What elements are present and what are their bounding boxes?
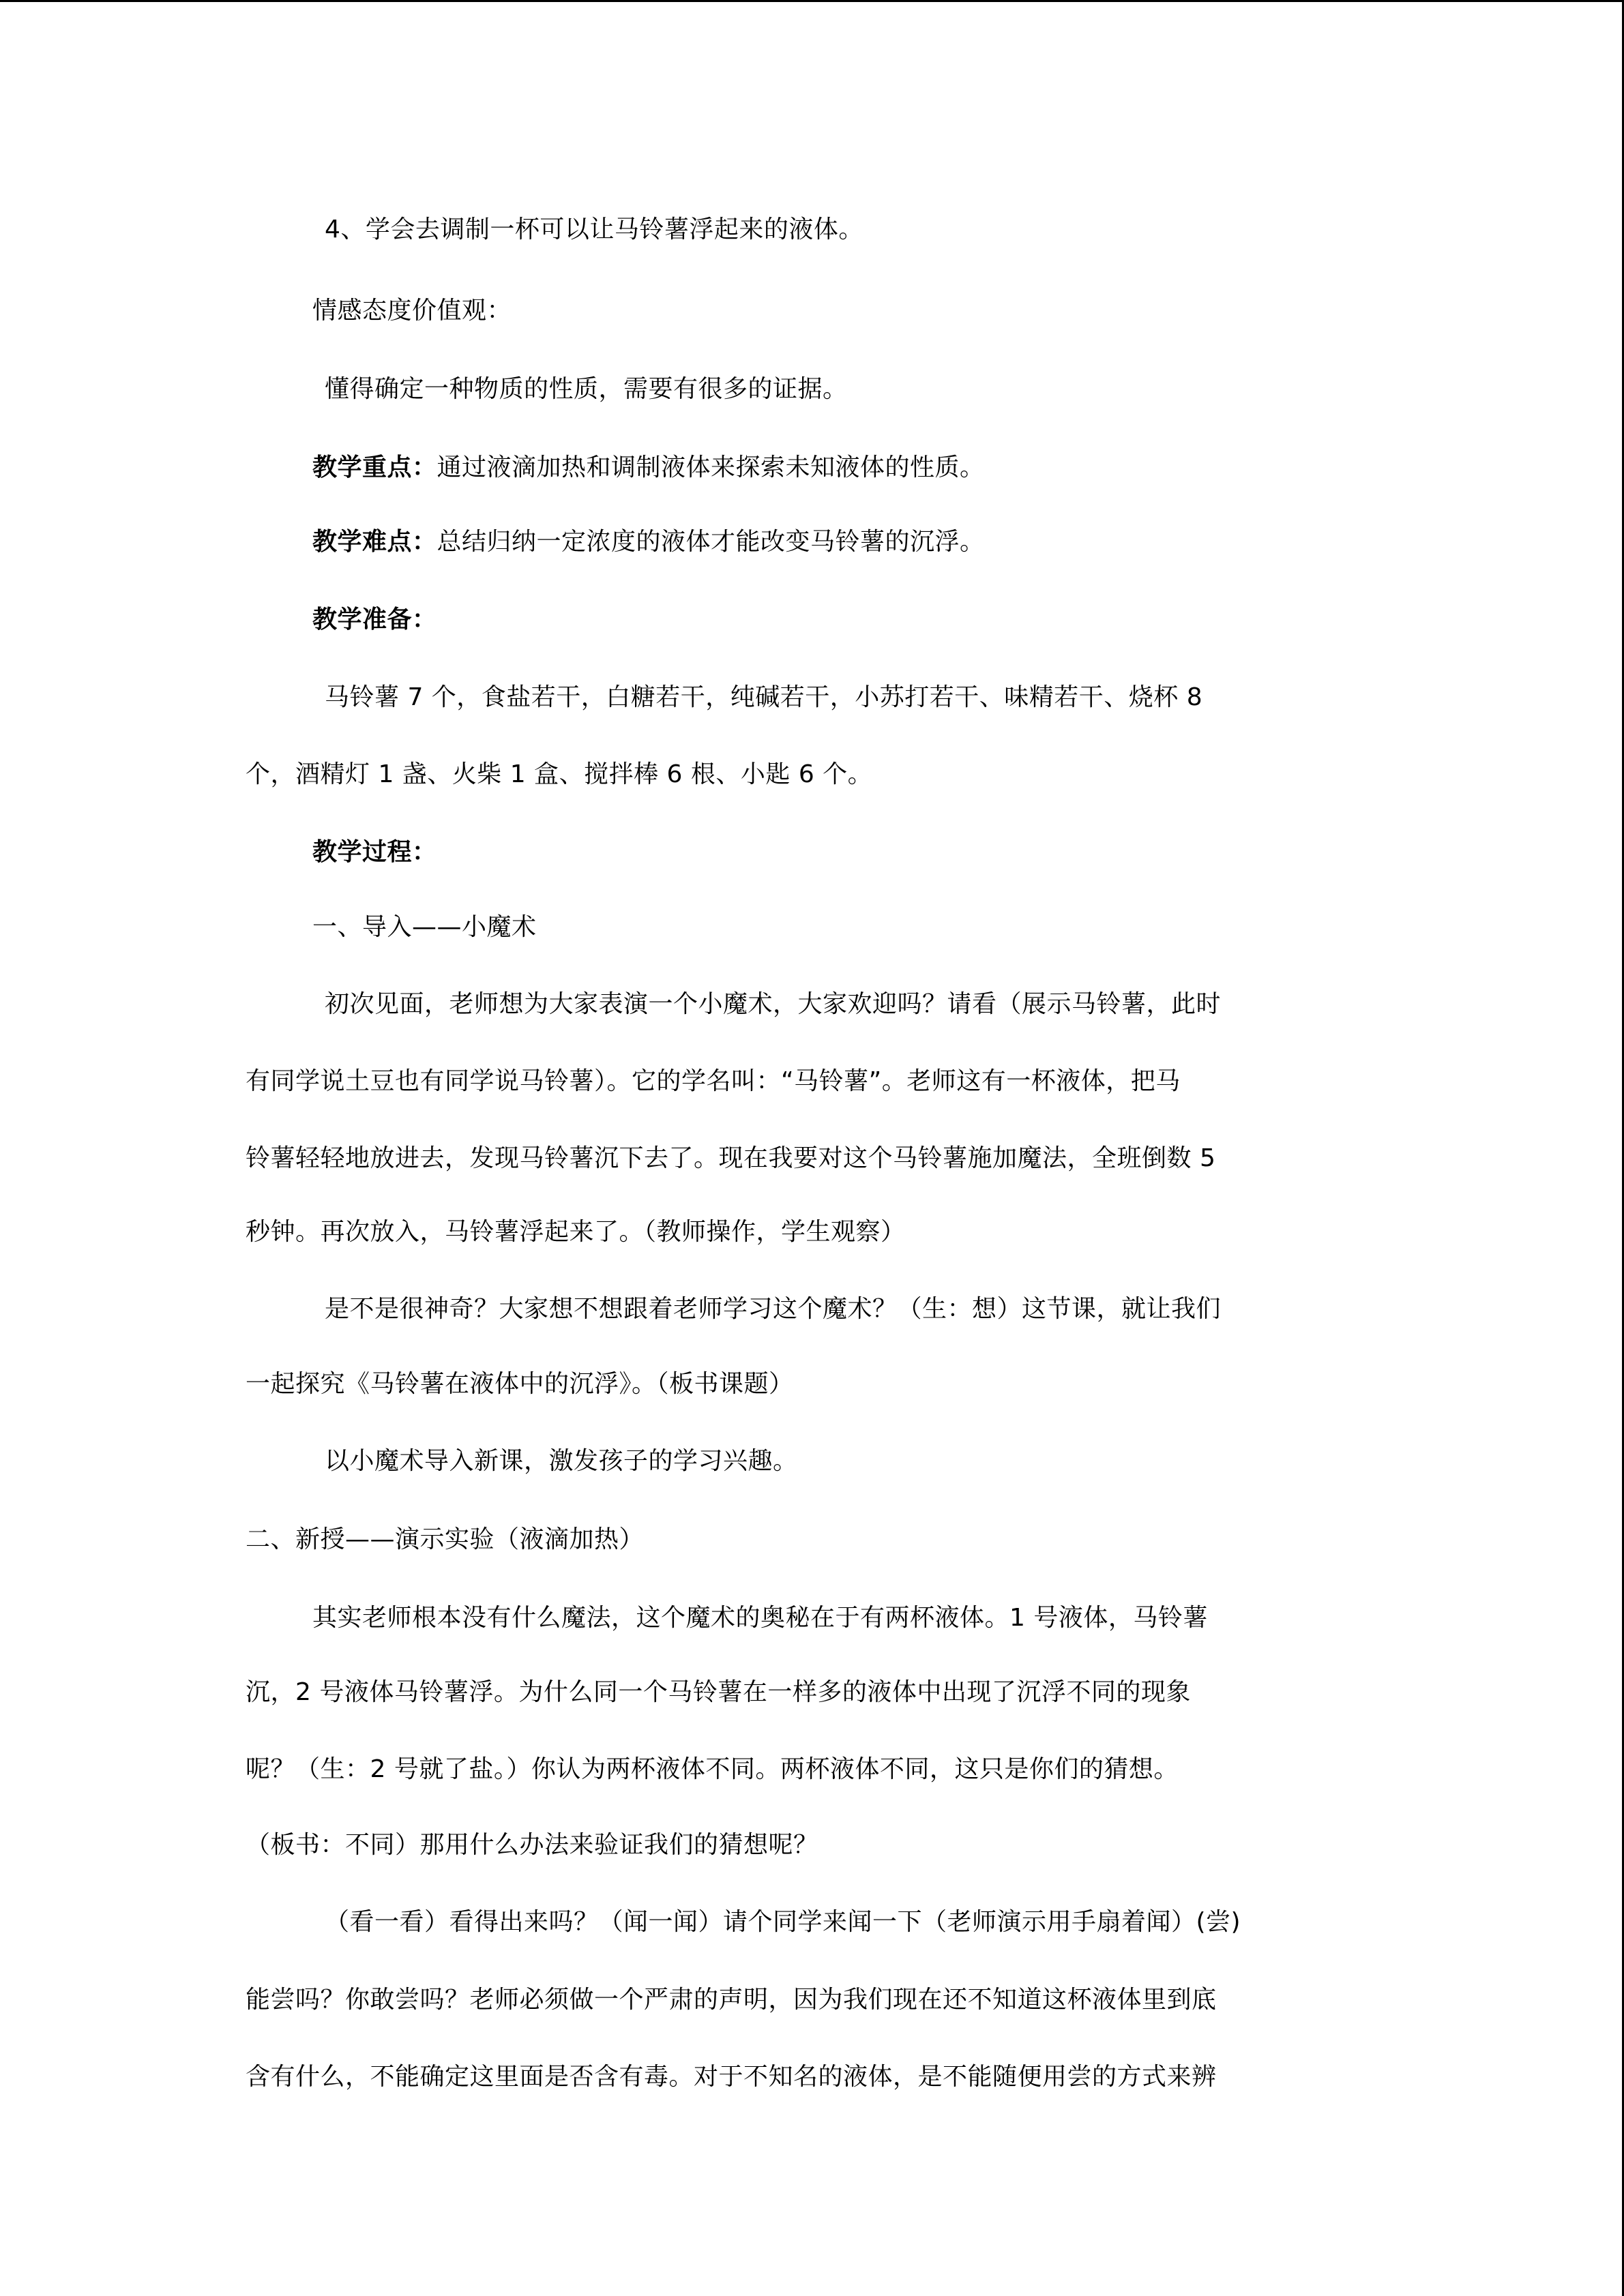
line-text: 情感态度价值观：: [312, 297, 512, 325]
line-text: 呢？（生：2 号就了盐。）你认为两杯液体不同。两杯液体不同，这只是你们的猜想。: [246, 1755, 1179, 1783]
line-text: 通过液滴加热和调制液体来探索未知液体的性质。: [437, 453, 985, 481]
section-heading: [312, 912, 537, 942]
line-text: 其实老师根本没有什么魔法，这个魔术的奥秘在于有两杯液体。1 号液体，马铃薯: [312, 1604, 1208, 1632]
text-line: [246, 1985, 1217, 2015]
line-text: 个，酒精灯 1 盏、火柴 1 盒、搅拌棒 6 根、小匙 6 个。: [246, 760, 873, 788]
labeled-line: [312, 837, 437, 867]
line-text: （板书：不同）那用什么办法来验证我们的猜想呢？: [246, 1831, 818, 1859]
section-heading: [246, 1525, 644, 1555]
line-text: 二、新授——演示实验（液滴加热）: [246, 1525, 645, 1553]
text-line: [246, 760, 872, 790]
text-line: [246, 1678, 1191, 1708]
line-label: 教学过程：: [312, 838, 437, 866]
text-line: [312, 1603, 1208, 1633]
line-label: 教学准备：: [312, 606, 437, 633]
line-text: （看一看）看得出来吗？（闻一闻）请个同学来闻一下（老师演示用手扇着闻）(尝): [325, 1908, 1241, 1936]
line-text: 马铃薯 7 个，食盐若干，白糖若干，纯碱若干，小苏打若干、味精若干、烧杯 8: [325, 683, 1203, 711]
text-line: [246, 2062, 1217, 2092]
text-line: [325, 1294, 1221, 1324]
line-text: 一、导入——小魔术: [312, 913, 537, 941]
line-text: 4、学会去调制一杯可以让马铃薯浮起来的液体。: [325, 215, 863, 243]
line-text: 铃薯轻轻地放进去，发现马铃薯沉下去了。现在我要对这个马铃薯施加魔法，全班倒数 5: [246, 1144, 1216, 1172]
section-heading: [312, 296, 512, 326]
line-text: 总结归纳一定浓度的液体才能改变马铃薯的沉浮。: [437, 528, 985, 556]
text-line: [246, 1144, 1215, 1174]
line-text: 一起探究《马铃薯在液体中的沉浮》。（板书课题）: [246, 1370, 794, 1398]
line-label: 教学难点：: [312, 528, 437, 556]
line-text: 是不是很神奇？大家想不想跟着老师学习这个魔术？（生：想）这节课，就让我们: [325, 1295, 1222, 1323]
line-text: 以小魔术导入新课，激发孩子的学习兴趣。: [325, 1447, 798, 1475]
text-line: [325, 374, 848, 404]
line-text: 能尝吗？你敢尝吗？老师必须做一个严肃的声明，因为我们现在还不知道这杯液体里到底: [246, 1986, 1217, 2014]
line-text: 沉，2 号液体马铃薯浮。为什么同一个马铃薯在一样多的液体中出现了沉浮不同的现象: [246, 1678, 1191, 1706]
text-line: [325, 1446, 798, 1476]
line-label: 教学重点：: [312, 453, 437, 481]
line-text: 秒钟。再次放入，马铃薯浮起来了。（教师操作，学生观察）: [246, 1218, 906, 1246]
text-line: [325, 1907, 1241, 1937]
line-text: 含有什么，不能确定这里面是否含有毒。对于不知名的液体，是不能随便用尝的方式来辨: [246, 2063, 1217, 2091]
labeled-line: [312, 527, 985, 557]
text-line: [246, 1830, 818, 1860]
text-line: [325, 215, 863, 245]
text-line: [246, 1067, 1181, 1097]
text-line: [325, 989, 1221, 1019]
line-text: 懂得确定一种物质的性质，需要有很多的证据。: [325, 375, 848, 403]
text-line: [246, 1755, 1179, 1785]
line-text: 初次见面，老师想为大家表演一个小魔术，大家欢迎吗？请看（展示马铃薯，此时: [325, 990, 1222, 1018]
text-line: [325, 683, 1202, 713]
text-line: [246, 1369, 794, 1399]
text-line: [246, 1217, 906, 1247]
labeled-line: [312, 453, 985, 483]
labeled-line: [312, 605, 437, 635]
line-text: 有同学说土豆也有同学说马铃薯）。它的学名叫：“马铃薯”。老师这有一杯液体，把马: [246, 1067, 1181, 1095]
